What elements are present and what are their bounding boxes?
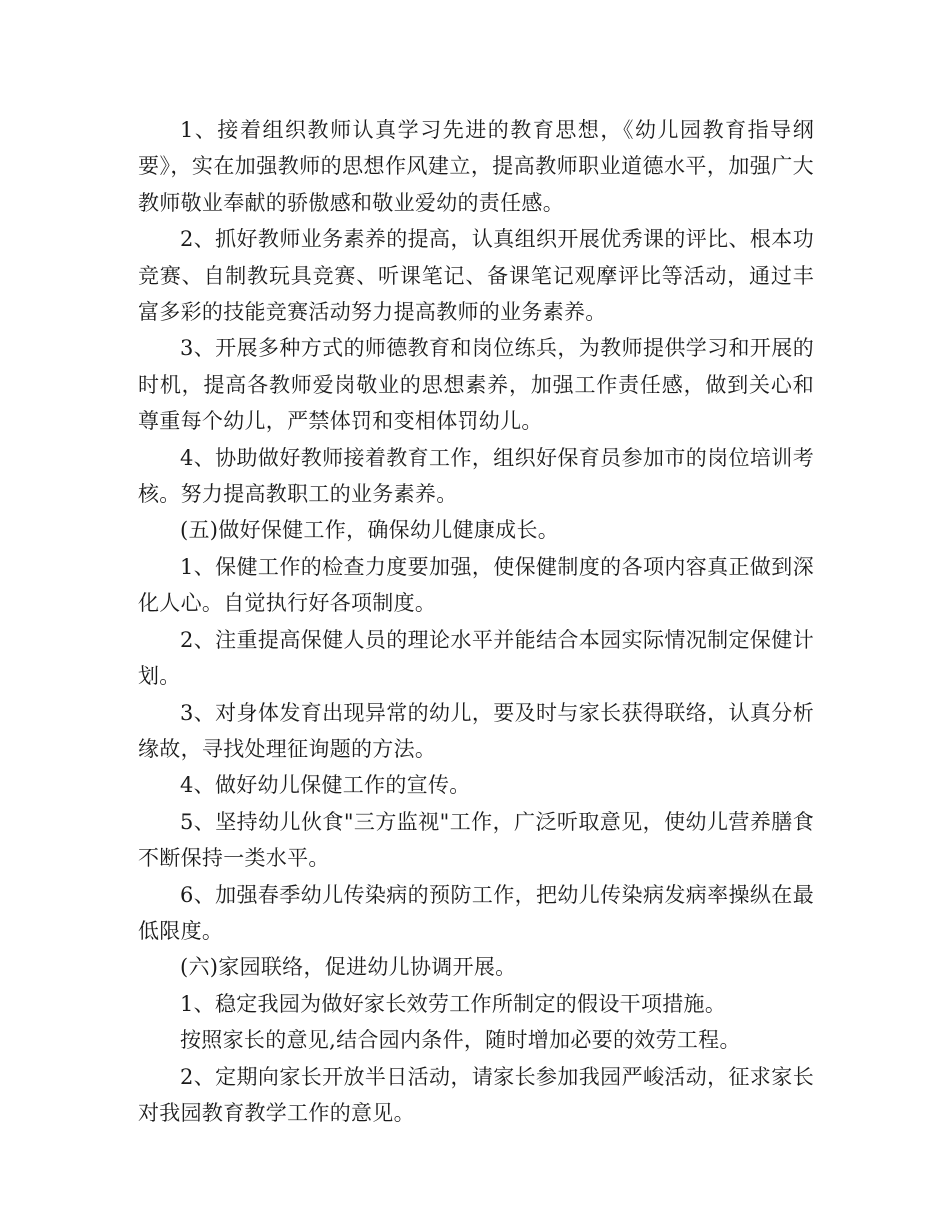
paragraph-15: 2、定期向家长开放半日活动，请家长参加我园严峻活动，征求家长对我园教育教学工作的意见。 <box>138 1064 814 1125</box>
paragraph-6: 1、保健工作的检查力度要加强，使保健制度的各项内容真正做到深化人心。自觉执行好各项制度。 <box>138 554 814 616</box>
paragraph-2: 2、抓好教师业务素养的提高，认真组织开展优秀课的评比、根本功竞赛、自制教玩具竞赛、听课笔记、备课笔记观摩评比等活动，通过丰富多彩的技能竞赛活动努力提高教师的业务素养。 <box>138 227 814 325</box>
paragraph-14: 按照家长的意见,结合园内条件，随时增加必要的效劳工程。 <box>180 1028 741 1053</box>
paragraph-4: 4、协助做好教师接着教育工作，组织好保育员参加市的岗位培训考核。努力提高教职工的业务素养。 <box>138 445 814 507</box>
paragraph-1: 1、接着组织教师认真学习先进的教育思想，《幼儿园教育指导纲要》，实在加强教师的思想作风建立，提高教师职业道德水平，加强广大教师敬业奉献的骄傲感和敬业爱幼的责任感。 <box>138 118 814 215</box>
paragraph-3: 3、开展多种方式的师德教育和岗位练兵，为教师提供学习和开展的时机，提高各教师爱岗敬业的思想素养，加强工作责任感，做到关心和尊重每个幼儿，严禁体罚和变相体罚幼儿。 <box>138 336 814 434</box>
paragraph-11: 6、加强春季幼儿传染病的预防工作，把幼儿传染病发病率操纵在最低限度。 <box>138 882 814 943</box>
paragraph-10: 5、坚持幼儿伙食"三方监视"工作，广泛听取意见，使幼儿营养膳食不断保持一类水平。 <box>138 809 814 871</box>
section-heading-5: (五)做好保健工作，确保幼儿健康成长。 <box>180 518 560 543</box>
paragraph-13: 1、稳定我园为做好家长效劳工作所制定的假设干项措施。 <box>180 991 727 1016</box>
section-heading-6: (六)家园联络，促进幼儿协调开展。 <box>180 955 517 980</box>
paragraph-9: 4、做好幼儿保健工作的宣传。 <box>180 773 471 798</box>
paragraph-7: 2、注重提高保健人员的理论水平并能结合本园实际情况制定保健计划。 <box>138 627 814 689</box>
document-body <box>138 112 814 1131</box>
paragraph-8: 3、对身体发育出现异常的幼儿，要及时与家长获得联络，认真分析缘故，寻找处理征询题的方法。 <box>138 700 814 761</box>
